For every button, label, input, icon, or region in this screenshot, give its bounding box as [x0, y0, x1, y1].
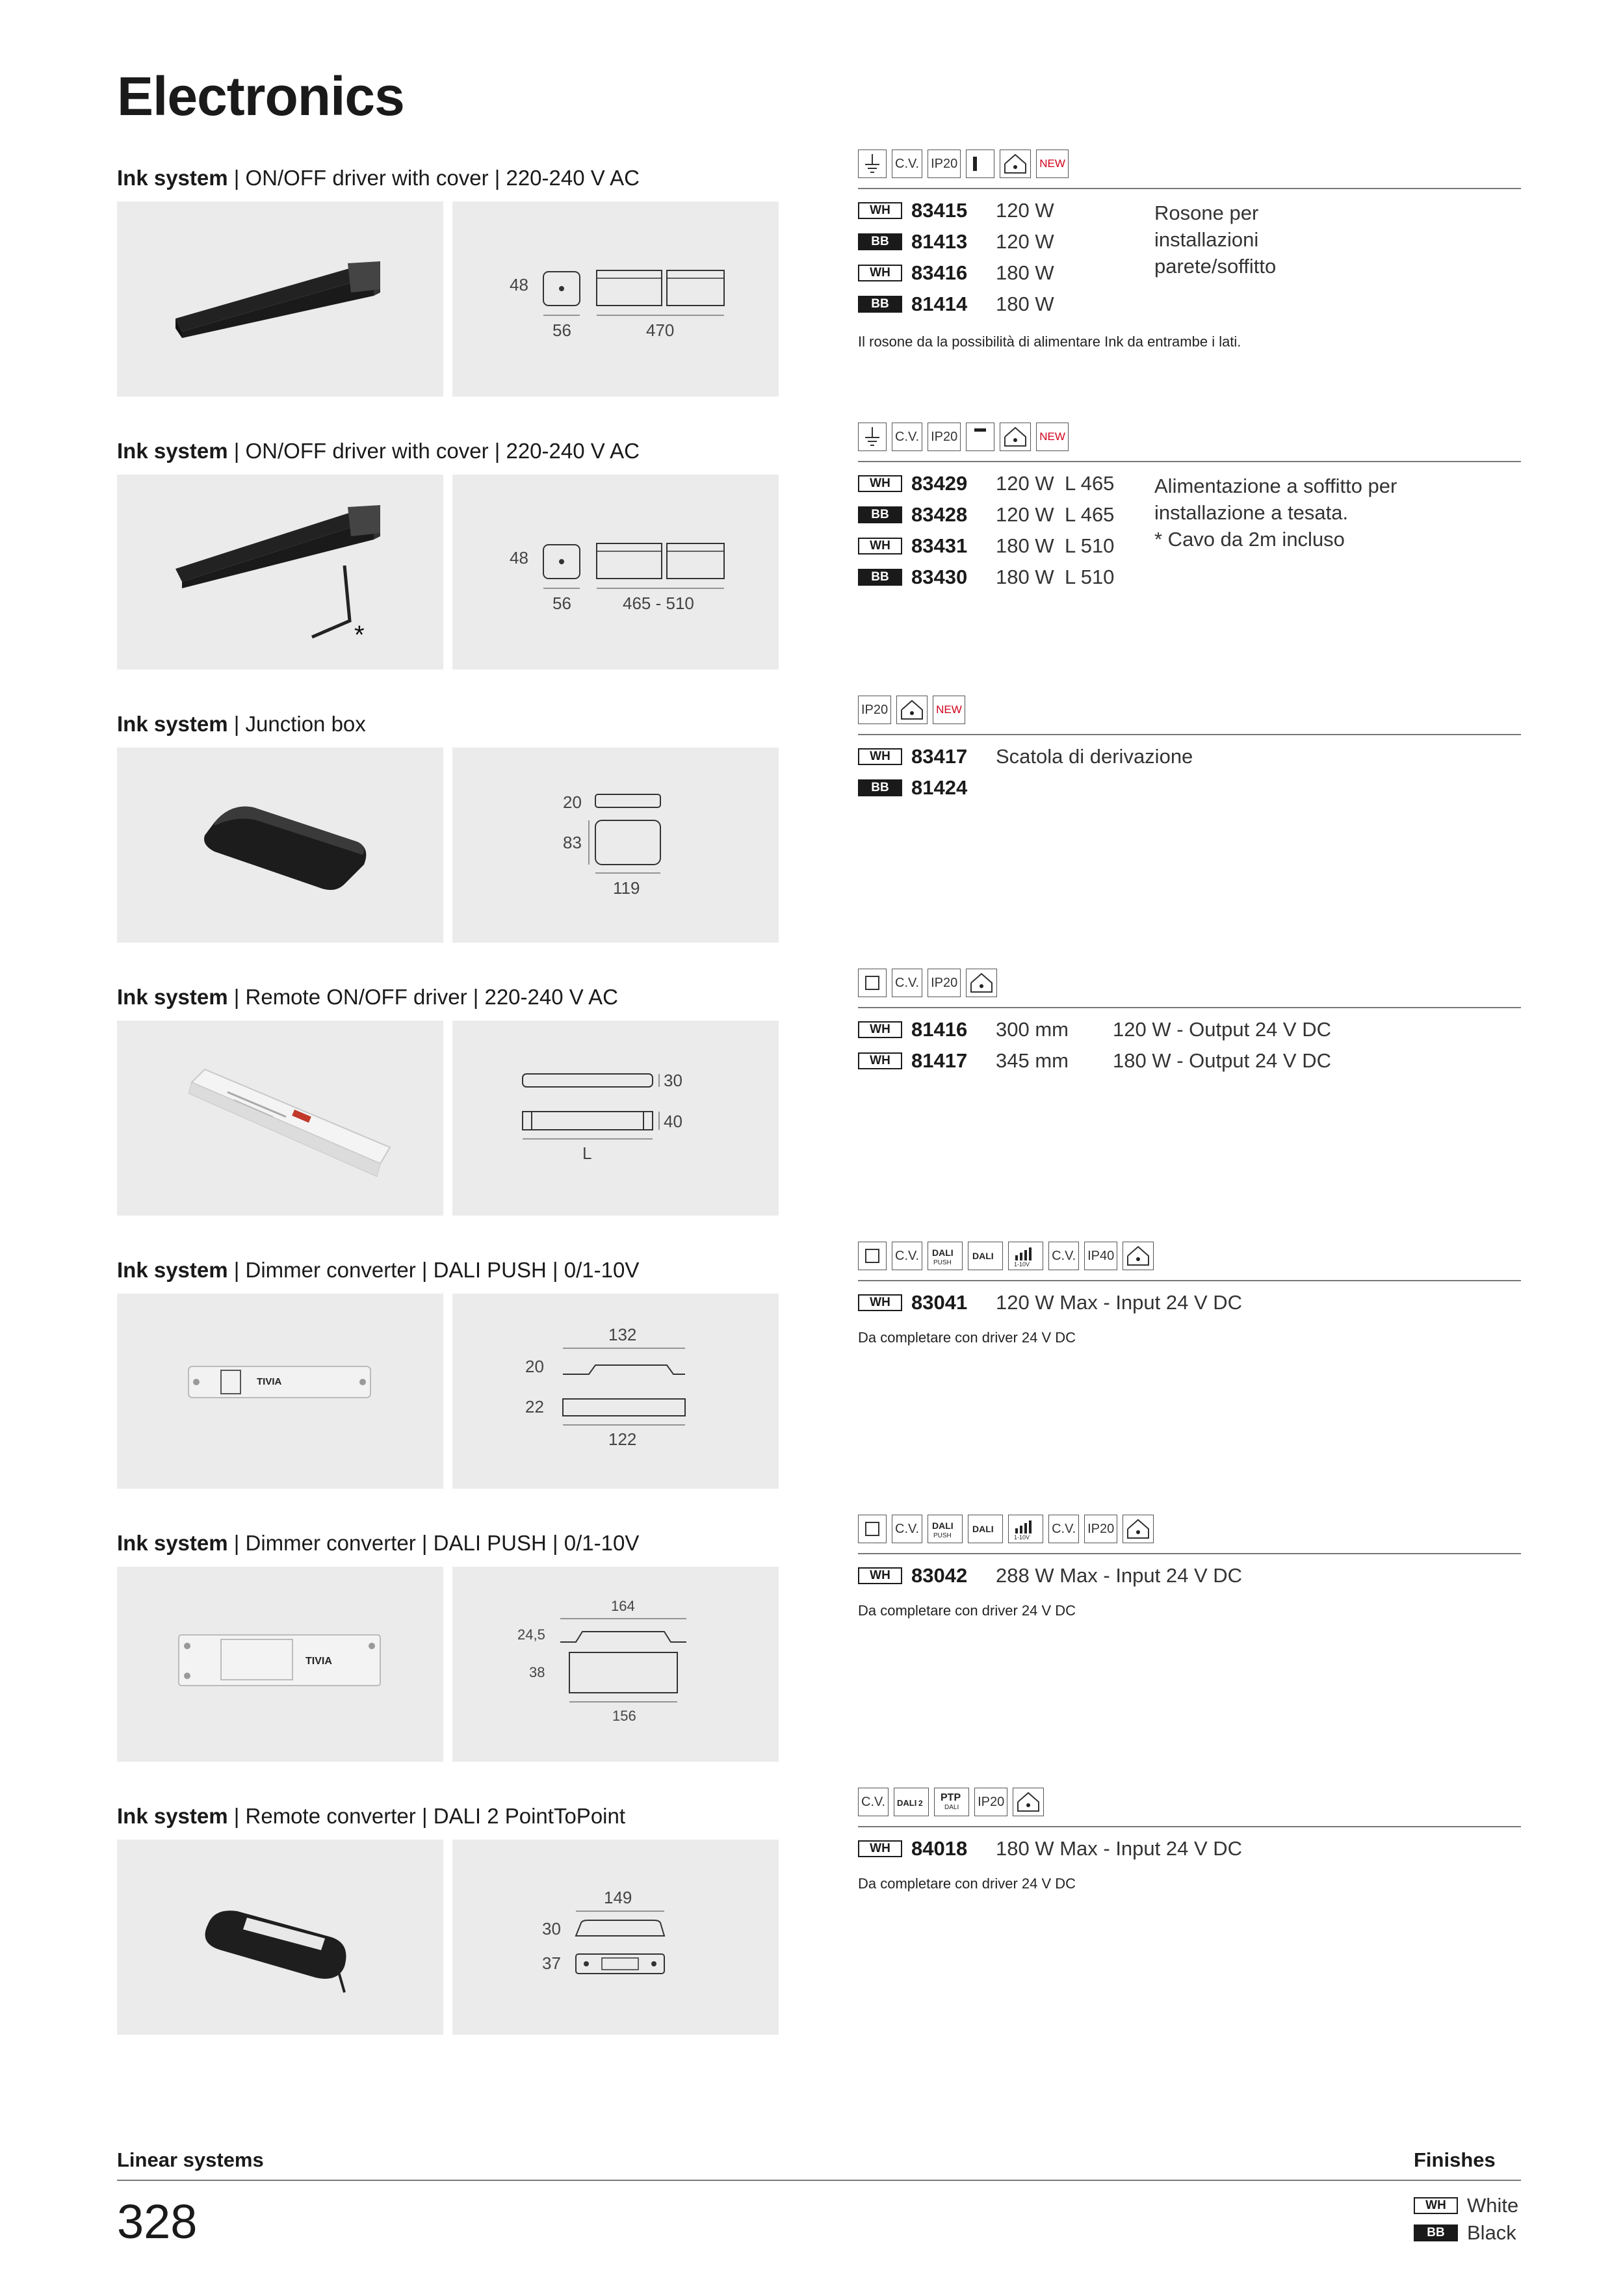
class-2-icon	[858, 1515, 887, 1543]
svg-text:30: 30	[664, 1071, 682, 1090]
legend-item	[1414, 2192, 1518, 2219]
finish-badge: WH	[858, 538, 902, 554]
indoor-icon	[1013, 1788, 1044, 1816]
article-row	[858, 226, 1054, 257]
svg-text:24,5: 24,5	[517, 1626, 545, 1643]
article-code: 81416	[911, 1018, 968, 1041]
finish-badge: WH	[858, 1021, 902, 1038]
svg-text:DALI: DALI	[932, 1520, 954, 1531]
svg-text:DALI: DALI	[972, 1524, 994, 1534]
finish-badge: WH	[858, 475, 902, 492]
svg-text:2: 2	[918, 1799, 923, 1808]
power-value: 180 W - Output 24 V DC	[1113, 1049, 1331, 1072]
svg-text:48: 48	[510, 275, 528, 294]
svg-text:DALI: DALI	[932, 1247, 954, 1258]
product-section	[117, 1792, 1521, 2051]
article-code: 83416	[911, 261, 968, 284]
new-badge: NEW	[1036, 150, 1069, 178]
svg-text:1-10V: 1-10V	[1014, 1534, 1030, 1540]
cv-icon: C.V.	[892, 1242, 922, 1270]
ptp-dali-icon	[934, 1788, 969, 1816]
junction-box-image	[117, 748, 443, 943]
ip-rating-icon: IP20	[928, 150, 961, 178]
product-title: Ink system | Remote ON/OFF driver | 220-240 V AC	[117, 985, 618, 1009]
divider	[858, 1553, 1521, 1554]
length-value: L 465	[1065, 503, 1115, 526]
svg-text:470: 470	[646, 320, 675, 340]
svg-text:37: 37	[542, 1953, 561, 1973]
finish-badge: WH	[858, 1294, 902, 1311]
finishes-legend	[1414, 2192, 1518, 2247]
indoor-icon	[1123, 1242, 1154, 1270]
cv-icon: C.V.	[892, 150, 922, 178]
finish-badge: WH	[1414, 2197, 1458, 2214]
article-code: 81417	[911, 1049, 968, 1072]
svg-text:*: *	[354, 621, 365, 649]
ip-rating-icon: IP20	[928, 969, 961, 997]
svg-text:156: 156	[612, 1708, 636, 1724]
article-description: Scatola di derivazione	[996, 745, 1193, 768]
article-row	[858, 289, 1054, 320]
power-value: 120 W - Output 24 V DC	[1113, 1018, 1331, 1041]
finish-label: White	[1467, 2194, 1519, 2217]
article-list	[858, 1287, 1242, 1318]
article-row	[858, 1287, 1242, 1318]
dimension-drawing	[452, 475, 779, 670]
product-section	[117, 1520, 1521, 1778]
product-photo	[117, 202, 443, 397]
svg-text:132: 132	[608, 1325, 637, 1344]
svg-text:22: 22	[525, 1397, 544, 1416]
product-photo	[117, 1294, 443, 1489]
product-photo	[117, 475, 443, 670]
product-description: Rosone per installazioni parete/soffitto	[1154, 202, 1277, 278]
product-photo	[117, 1840, 443, 2035]
svg-text:PTP: PTP	[941, 1792, 961, 1803]
article-row	[858, 468, 1114, 499]
dimension-drawing	[452, 1567, 779, 1762]
divider	[858, 188, 1521, 189]
article-code: 83429	[911, 472, 968, 495]
power-value: 180 W	[996, 534, 1054, 557]
indoor-icon	[966, 969, 997, 997]
dimension-drawing	[452, 748, 779, 943]
length-value: L 510	[1065, 534, 1115, 557]
ip-rating-icon: IP40	[1084, 1242, 1117, 1270]
cv-icon: C.V.	[1048, 1242, 1079, 1270]
dimmer-converter-image	[117, 1294, 443, 1489]
product-title: Ink system | Remote converter | DALI 2 PointToPoint	[117, 1804, 626, 1828]
finish-badge: WH	[858, 265, 902, 281]
footer-divider	[117, 2180, 1521, 2181]
cv-icon: C.V.	[1048, 1515, 1079, 1543]
article-row	[858, 257, 1054, 289]
product-note: Da completare con driver 24 V DC	[858, 1329, 1076, 1346]
dimension-drawing	[452, 1021, 779, 1216]
article-row	[858, 1560, 1242, 1591]
power-value: 180 W Max - Input 24 V DC	[996, 1837, 1243, 1860]
power-value: 120 W	[996, 199, 1054, 222]
svg-text:40: 40	[664, 1112, 682, 1131]
product-title: Ink system | Dimmer converter | DALI PUSH | 0/1-10V	[117, 1258, 640, 1282]
product-note: Il rosone da la possibilità di alimentare Ink da entrambe i lati.	[858, 333, 1241, 350]
feature-icons	[858, 1786, 1044, 1818]
length-value: L 510	[1065, 566, 1115, 588]
dimension-drawing	[452, 202, 779, 397]
product-note: Da completare con driver 24 V DC	[858, 1875, 1076, 1892]
article-list	[858, 1014, 1331, 1076]
product-description: Alimentazione a soffitto per installazione a tesata. * Cavo da 2m incluso	[1154, 475, 1397, 551]
article-row	[858, 1833, 1242, 1864]
svg-text:119: 119	[613, 878, 640, 898]
article-code: 81413	[911, 230, 968, 253]
product-title: Ink system | ON/OFF driver with cover | 220-240 V AC	[117, 166, 640, 190]
article-row	[858, 772, 1193, 803]
svg-text:PUSH: PUSH	[933, 1532, 952, 1539]
product-photo	[117, 1021, 443, 1216]
product-note: Da completare con driver 24 V DC	[858, 1602, 1076, 1619]
power-value: 180 W	[996, 293, 1054, 315]
feature-icons	[858, 1240, 1154, 1272]
class-2-icon	[858, 1242, 887, 1270]
article-code: 83041	[911, 1291, 968, 1314]
divider	[858, 734, 1521, 735]
finish-badge: BB	[858, 296, 902, 313]
article-row	[858, 499, 1114, 530]
ground-icon	[858, 423, 887, 451]
page-title: Electronics	[117, 66, 404, 127]
cv-icon: C.V.	[892, 1515, 922, 1543]
feature-icons	[858, 148, 1069, 180]
new-badge: NEW	[933, 696, 965, 724]
svg-text:1-10V: 1-10V	[1014, 1261, 1030, 1267]
finish-badge: BB	[858, 506, 902, 523]
article-code: 83042	[911, 1564, 968, 1587]
length-value: 345 mm	[996, 1049, 1069, 1072]
finish-badge: WH	[858, 748, 902, 765]
ip-rating-icon: IP20	[858, 696, 891, 724]
feature-icons	[858, 967, 997, 999]
article-row	[858, 562, 1114, 593]
product-title: Ink system | ON/OFF driver with cover | 220-240 V AC	[117, 439, 640, 463]
svg-text:DALI: DALI	[897, 1798, 917, 1808]
remote-driver-image	[117, 1021, 443, 1216]
ip-rating-icon: IP20	[974, 1788, 1007, 1816]
feature-icons	[858, 1513, 1154, 1545]
power-value: 120 W	[996, 472, 1054, 495]
page-number: 328	[117, 2195, 198, 2249]
finishes-title: Finishes	[1414, 2148, 1496, 2171]
ip-rating-icon: IP20	[928, 423, 961, 451]
power-value: 120 W Max - Input 24 V DC	[996, 1291, 1243, 1314]
article-row	[858, 1045, 1331, 1076]
new-badge: NEW	[1036, 423, 1069, 451]
article-code: 83431	[911, 534, 968, 557]
indoor-icon	[1123, 1515, 1154, 1543]
svg-text:L: L	[582, 1143, 592, 1163]
svg-text:56: 56	[552, 320, 571, 340]
power-value: 120 W	[996, 503, 1054, 526]
power-value: 180 W	[996, 566, 1054, 588]
svg-text:83: 83	[563, 833, 582, 852]
dali-push-icon	[928, 1515, 963, 1543]
article-code: 83417	[911, 745, 968, 768]
cv-icon: C.V.	[892, 969, 922, 997]
svg-text:PUSH: PUSH	[933, 1259, 952, 1266]
finish-label: Black	[1467, 2221, 1516, 2244]
class-2-icon	[858, 969, 887, 997]
dali-2-icon	[894, 1788, 929, 1816]
dali-push-icon	[928, 1242, 963, 1270]
ip-rating-icon: IP20	[1084, 1515, 1117, 1543]
product-section	[117, 429, 1521, 686]
article-row	[858, 1014, 1331, 1045]
length-value: 300 mm	[996, 1018, 1069, 1041]
1-10v-icon	[1008, 1242, 1043, 1270]
product-photo	[117, 748, 443, 943]
dimmer-converter-image	[117, 1567, 443, 1762]
power-value: 180 W	[996, 261, 1054, 284]
product-title: Ink system | Junction box	[117, 712, 366, 736]
dali-icon	[968, 1515, 1003, 1543]
product-section	[117, 156, 1521, 413]
legend-item	[1414, 2219, 1518, 2247]
finish-badge: WH	[858, 1567, 902, 1584]
svg-text:56: 56	[552, 594, 571, 613]
article-code: 84018	[911, 1837, 968, 1860]
dali-icon	[968, 1242, 1003, 1270]
article-list	[858, 741, 1193, 803]
finish-badge: BB	[858, 779, 902, 796]
svg-text:TIVIA: TIVIA	[257, 1376, 282, 1387]
remote-converter-image	[117, 1840, 443, 2035]
svg-text:20: 20	[563, 792, 582, 812]
article-list	[858, 468, 1114, 593]
indoor-icon	[1000, 150, 1031, 178]
svg-text:DALI: DALI	[972, 1251, 994, 1261]
article-code: 83430	[911, 566, 968, 588]
article-list	[858, 1833, 1242, 1864]
finish-badge: BB	[858, 569, 902, 586]
divider	[858, 1280, 1521, 1281]
product-title: Ink system | Dimmer converter | DALI PUSH | 0/1-10V	[117, 1531, 640, 1555]
finish-badge: BB	[1414, 2224, 1458, 2241]
svg-text:20: 20	[525, 1357, 544, 1376]
article-code: 83415	[911, 199, 968, 222]
power-value: 288 W Max - Input 24 V DC	[996, 1564, 1243, 1587]
svg-text:149: 149	[604, 1888, 632, 1907]
article-code: 83428	[911, 503, 968, 526]
power-value: 120 W	[996, 230, 1054, 253]
cv-icon: C.V.	[892, 423, 922, 451]
ceiling-mount-icon	[966, 150, 994, 178]
finish-badge: BB	[858, 233, 902, 250]
section-name: Linear systems	[117, 2148, 264, 2171]
product-section	[117, 702, 1521, 959]
cv-icon: C.V.	[858, 1788, 889, 1816]
article-code: 81414	[911, 293, 968, 315]
article-row	[858, 530, 1114, 562]
driver-cover-image	[117, 202, 443, 397]
svg-text:122: 122	[608, 1429, 637, 1449]
article-row	[858, 195, 1054, 226]
length-value: L 465	[1065, 472, 1115, 495]
svg-text:TIVIA: TIVIA	[305, 1656, 332, 1667]
1-10v-icon	[1008, 1515, 1043, 1543]
feature-icons	[858, 421, 1069, 453]
finish-badge: WH	[858, 1052, 902, 1069]
svg-text:30: 30	[542, 1919, 561, 1938]
indoor-icon	[896, 696, 928, 724]
article-code: 81424	[911, 776, 968, 799]
product-section	[117, 1247, 1521, 1505]
suspension-icon	[966, 423, 994, 451]
svg-text:48: 48	[510, 548, 528, 567]
driver-cover-cable-image	[117, 475, 443, 670]
svg-text:DALI: DALI	[944, 1804, 959, 1811]
product-section	[117, 975, 1521, 1232]
article-list	[858, 1560, 1242, 1591]
article-row	[858, 741, 1193, 772]
divider	[858, 1007, 1521, 1008]
dimension-drawing	[452, 1840, 779, 2035]
feature-icons	[858, 694, 965, 726]
product-photo	[117, 1567, 443, 1762]
svg-text:38: 38	[529, 1664, 545, 1680]
svg-text:164: 164	[611, 1598, 635, 1614]
finish-badge: WH	[858, 202, 902, 219]
svg-text:465 - 510: 465 - 510	[623, 594, 694, 613]
article-list	[858, 195, 1054, 320]
dimension-drawing	[452, 1294, 779, 1489]
divider	[858, 1826, 1521, 1827]
indoor-icon	[1000, 423, 1031, 451]
ground-icon	[858, 150, 887, 178]
divider	[858, 461, 1521, 462]
finish-badge: WH	[858, 1840, 902, 1857]
